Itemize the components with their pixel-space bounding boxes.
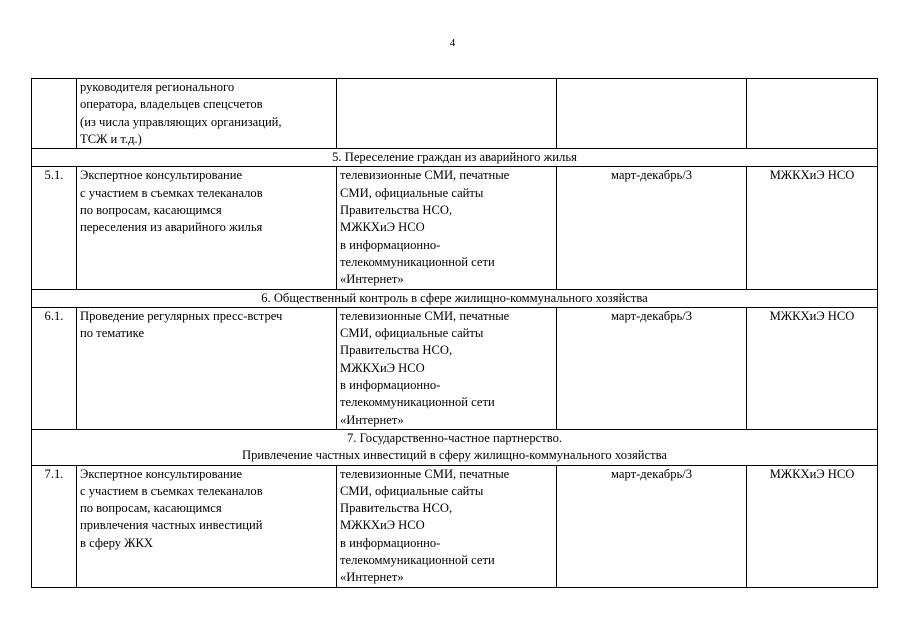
media-line: СМИ, официальные сайты bbox=[340, 185, 484, 200]
table-row bbox=[32, 167, 878, 289]
activity-line: Проведение регулярных пресс-встреч bbox=[80, 308, 283, 323]
table-row bbox=[32, 465, 878, 587]
activity-cell bbox=[77, 167, 337, 289]
media-line: Правительства НСО, bbox=[340, 501, 453, 516]
activity-line: Экспертное консультирование bbox=[80, 168, 243, 183]
section-title bbox=[32, 289, 878, 307]
executor-cell: МЖКХиЭ НСО bbox=[747, 465, 878, 587]
period-cell: март-декабрь/3 bbox=[557, 167, 747, 289]
activity-line: с участием в съемках телеканалов bbox=[80, 185, 263, 200]
media-line: телевизионные СМИ, печатные bbox=[340, 168, 510, 183]
media-line: МЖКХиЭ НСО bbox=[340, 220, 425, 235]
media-line: СМИ, официальные сайты bbox=[340, 326, 484, 341]
activity-line: переселения из аварийного жилья bbox=[80, 220, 263, 235]
media-line: телекоммуникационной сети bbox=[340, 395, 495, 410]
section-header-row bbox=[32, 149, 878, 167]
period-cell bbox=[557, 79, 747, 149]
activity-cell bbox=[77, 79, 337, 149]
media-line: «Интернет» bbox=[340, 570, 404, 585]
executor-cell: МЖКХиЭ НСО bbox=[747, 167, 878, 289]
section-title-line: 5. Переселение граждан из аварийного жилья bbox=[332, 150, 577, 165]
continuation-row bbox=[32, 79, 878, 149]
section-title-line: Привлечение частных инвестиций в сферу жилищно-коммунального хозяйства bbox=[242, 448, 667, 463]
executor-cell: МЖКХиЭ НСО bbox=[747, 307, 878, 429]
activity-cell bbox=[77, 465, 337, 587]
media-line: МЖКХиЭ НСО bbox=[340, 518, 425, 533]
media-line: телевизионные СМИ, печатные bbox=[340, 466, 510, 481]
media-cell bbox=[337, 167, 557, 289]
activity-line: по вопросам, касающимся bbox=[80, 203, 222, 218]
media-line: телевизионные СМИ, печатные bbox=[340, 308, 510, 323]
activity-line: Экспертное консультирование bbox=[80, 466, 243, 481]
media-line: телекоммуникационной сети bbox=[340, 553, 495, 568]
activity-line: по тематике bbox=[80, 326, 145, 341]
activity-line: ТСЖ и т.д.) bbox=[80, 131, 142, 146]
media-line: Правительства НСО, bbox=[340, 203, 453, 218]
media-line: СМИ, официальные сайты bbox=[340, 483, 484, 498]
media-line: «Интернет» bbox=[340, 272, 404, 287]
activity-line: привлечения частных инвестиций bbox=[80, 518, 263, 533]
media-line: «Интернет» bbox=[340, 412, 404, 427]
section-header-row bbox=[32, 429, 878, 465]
media-line: в информационно- bbox=[340, 237, 441, 252]
activity-cell bbox=[77, 307, 337, 429]
activity-line: по вопросам, касающимся bbox=[80, 501, 222, 516]
media-cell bbox=[337, 307, 557, 429]
media-line: МЖКХиЭ НСО bbox=[340, 360, 425, 375]
row-number-cell bbox=[32, 79, 77, 149]
section-title bbox=[32, 429, 878, 465]
row-number-cell: 5.1. bbox=[32, 167, 77, 289]
media-line: в информационно- bbox=[340, 535, 441, 550]
section-title-line: 7. Государственно-частное партнерство. bbox=[346, 430, 563, 445]
activity-line: в сферу ЖКХ bbox=[80, 535, 153, 550]
media-line: телекоммуникационной сети bbox=[340, 254, 495, 269]
row-number-cell: 6.1. bbox=[32, 307, 77, 429]
page-number: 4 bbox=[449, 37, 456, 49]
media-line: в информационно- bbox=[340, 378, 441, 393]
section-title-line: 6. Общественный контроль в сфере жилищно-коммунального хозяйства bbox=[261, 290, 648, 305]
row-number-cell: 7.1. bbox=[32, 465, 77, 587]
activity-line: оператора, владельцев спецсчетов bbox=[80, 97, 263, 112]
period-cell: март-декабрь/3 bbox=[557, 307, 747, 429]
activity-plan-table bbox=[31, 78, 878, 588]
section-title bbox=[32, 149, 878, 167]
activity-line: с участием в съемках телеканалов bbox=[80, 483, 263, 498]
media-cell bbox=[337, 465, 557, 587]
period-cell: март-декабрь/3 bbox=[557, 465, 747, 587]
media-line: Правительства НСО, bbox=[340, 343, 453, 358]
table-row bbox=[32, 307, 878, 429]
executor-cell bbox=[747, 79, 878, 149]
activity-line: (из числа управляющих организаций, bbox=[80, 114, 282, 129]
activity-line: руководителя регионального bbox=[80, 80, 235, 94]
section-header-row bbox=[32, 289, 878, 307]
media-cell bbox=[337, 79, 557, 149]
